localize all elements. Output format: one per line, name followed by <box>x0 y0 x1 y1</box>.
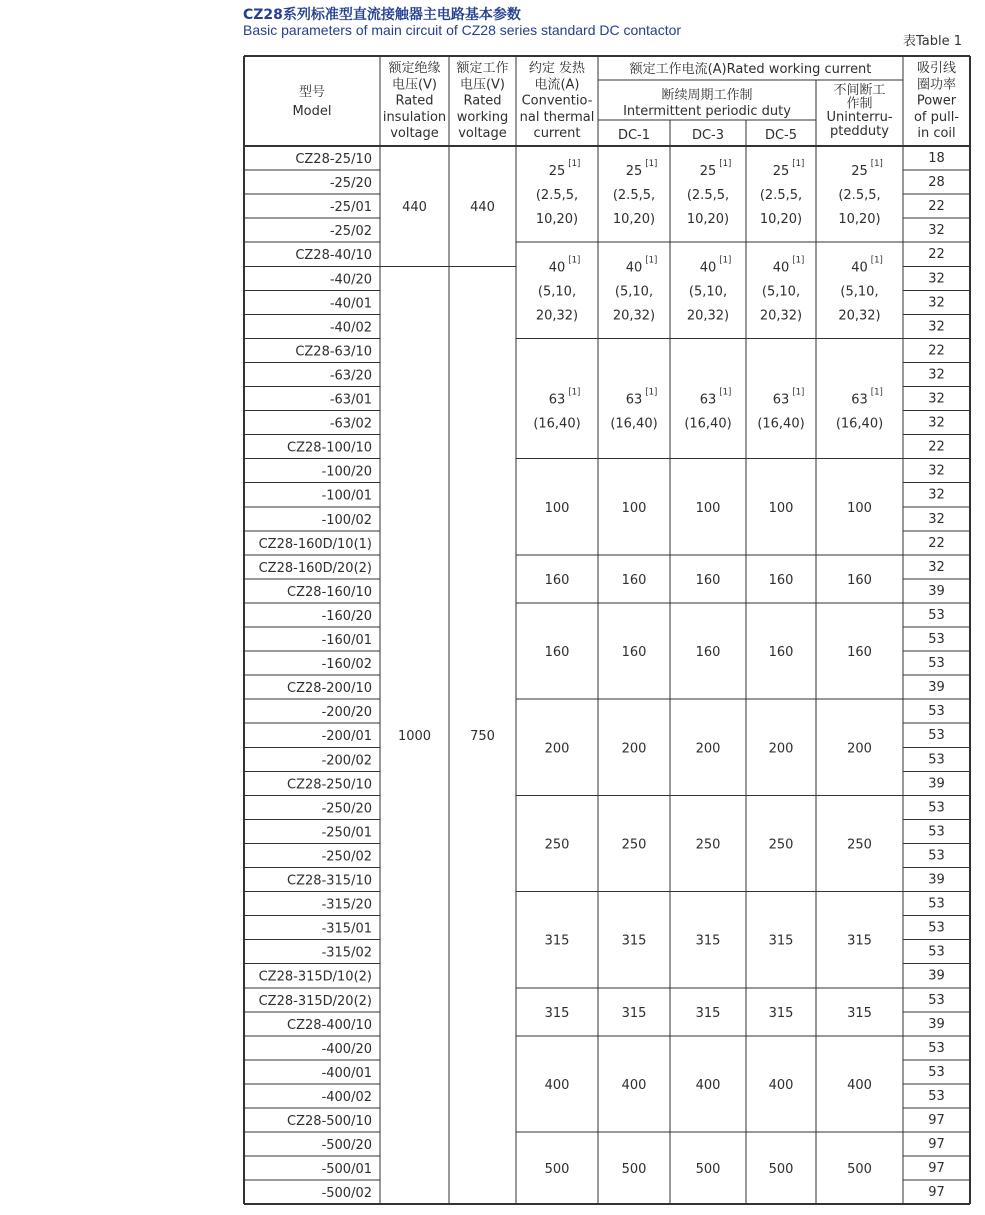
current-uninterrupted-value: 315 <box>847 1005 872 1021</box>
header-model-cn: 型号 <box>298 85 326 100</box>
current-dc1-value: 200 <box>621 741 647 757</box>
power-cell: 53 <box>928 704 945 720</box>
model-cell: -400/01 <box>321 1065 372 1081</box>
current-dc1-value: 400 <box>621 1077 647 1093</box>
power-cell: 32 <box>928 559 945 575</box>
header-uninterrupted-line-2: Uninterru- <box>826 110 893 126</box>
current-footnote-mark: [1] <box>645 255 658 266</box>
current-footnote-mark: [1] <box>719 387 732 398</box>
current-footnote-mark: [1] <box>870 387 883 398</box>
model-cell: -250/20 <box>321 801 372 817</box>
header-thermal-line-3: nal thermal <box>519 109 595 125</box>
power-cell: 32 <box>928 511 945 527</box>
current-thermal-value: 500 <box>544 1162 570 1178</box>
insulation-voltage-value: 1000 <box>397 729 432 745</box>
model-cell: CZ28-400/10 <box>287 1017 372 1033</box>
current-dc1-value: 10,20) <box>612 212 656 228</box>
current-dc5-value: 400 <box>768 1077 794 1093</box>
current-dc1-value: 20,32) <box>612 308 656 324</box>
current-dc3-value: 40 <box>699 260 717 276</box>
current-dc5-value: (16,40) <box>757 416 805 432</box>
current-uninterrupted-value: 400 <box>847 1077 872 1093</box>
power-cell: 32 <box>928 223 945 239</box>
power-cell: 32 <box>928 415 945 431</box>
header-dc5: DC-5 <box>764 128 798 143</box>
current-dc1-value: 160 <box>621 645 647 661</box>
model-cell: -100/02 <box>321 512 372 528</box>
current-footnote-mark: [1] <box>792 255 805 266</box>
power-cell: 32 <box>928 463 945 479</box>
header-intermittent-en: Intermittent periodic duty <box>623 104 791 119</box>
model-cell: -63/01 <box>329 392 372 408</box>
power-cell: 53 <box>928 752 945 768</box>
current-dc5-value: 100 <box>768 500 794 516</box>
model-cell: CZ28-200/10 <box>287 681 372 697</box>
working-voltage-value: 750 <box>470 729 495 745</box>
model-cell: CZ28-160/10 <box>287 584 372 600</box>
current-footnote-mark: [1] <box>645 159 658 170</box>
header-working-line-0: 额定工作 <box>456 61 509 76</box>
model-cell: -63/20 <box>329 368 372 384</box>
model-cell: -100/20 <box>321 464 372 480</box>
current-dc3-value: 20,32) <box>686 308 730 324</box>
model-cell: CZ28-40/10 <box>295 248 372 264</box>
current-dc5-value: 40 <box>772 260 790 276</box>
current-dc3-value: 200 <box>695 741 721 757</box>
current-uninterrupted-value: 20,32) <box>838 308 881 324</box>
header-thermal-line-4: current <box>533 126 581 142</box>
current-dc3-value: 315 <box>695 933 721 949</box>
current-dc1-value: 40 <box>625 260 643 276</box>
current-dc5-value: 25 <box>772 164 790 180</box>
current-thermal-value: (16,40) <box>533 416 581 432</box>
current-dc1-value: (2.5,5, <box>612 188 656 204</box>
current-dc5-value: 10,20) <box>759 212 803 228</box>
power-cell: 32 <box>928 487 945 503</box>
page-title-en: Basic parameters of main circuit of CZ28 series standard DC contactor <box>243 22 682 38</box>
model-cell: CZ28-160D/20(2) <box>258 560 372 576</box>
power-cell: 53 <box>928 896 945 912</box>
current-dc1-value: 160 <box>621 572 647 588</box>
power-cell: 53 <box>928 992 945 1008</box>
model-cell: -400/20 <box>321 1041 372 1057</box>
header-working-line-3: working <box>456 109 509 125</box>
power-cell: 28 <box>928 175 945 191</box>
model-cell: -40/02 <box>329 320 372 336</box>
header-uninterrupted-line-3: ptedduty <box>830 123 889 139</box>
model-cell: -315/01 <box>321 921 372 937</box>
power-cell: 53 <box>928 728 945 744</box>
power-cell: 22 <box>928 199 945 215</box>
header-insulation-line-2: Rated <box>395 93 434 109</box>
header-power-line-4: in coil <box>917 126 956 142</box>
model-cell: CZ28-315D/10(2) <box>258 969 372 985</box>
current-thermal-value: 160 <box>544 572 570 588</box>
power-cell: 53 <box>928 944 945 960</box>
model-cell: CZ28-25/10 <box>295 152 372 167</box>
current-uninterrupted-value: (16,40) <box>835 416 884 432</box>
header-intermittent-cn: 断续周期工作制 <box>661 88 753 103</box>
current-thermal-value: 63 <box>548 392 566 408</box>
header-dc3: DC-3 <box>691 128 725 143</box>
header-power-line-0: 吸引线 <box>916 61 957 76</box>
current-uninterrupted-value: 200 <box>847 741 872 757</box>
current-dc5-value: 200 <box>768 741 794 757</box>
current-footnote-mark: [1] <box>792 159 805 170</box>
current-dc5-value: (2.5,5, <box>759 188 803 204</box>
current-uninterrupted-value: (5,10, <box>840 284 879 300</box>
current-dc1-value: 315 <box>621 1005 647 1021</box>
insulation-voltage-value: 440 <box>402 200 427 216</box>
current-dc3-value: 400 <box>695 1077 721 1093</box>
model-cell: -25/20 <box>329 176 372 192</box>
current-dc3-value: 315 <box>695 1005 721 1021</box>
power-cell: 32 <box>928 319 945 335</box>
power-cell: 32 <box>928 367 945 383</box>
current-thermal-value: 315 <box>544 933 570 949</box>
model-cell: -25/01 <box>329 200 372 216</box>
current-footnote-mark: [1] <box>870 159 883 170</box>
current-uninterrupted-value: 63 <box>851 392 868 408</box>
current-dc3-value: 10,20) <box>686 212 730 228</box>
header-model-en: Model <box>292 104 332 119</box>
header-insulation-line-4: voltage <box>390 126 439 142</box>
current-footnote-mark: [1] <box>719 159 732 170</box>
current-dc5-value: 160 <box>768 645 794 661</box>
power-cell: 97 <box>928 1113 945 1128</box>
current-uninterrupted-value: 250 <box>847 837 872 853</box>
header-uninterrupted-line-1: 作制 <box>846 96 873 112</box>
current-thermal-value: (5,10, <box>537 284 577 300</box>
current-dc3-value: 500 <box>695 1162 721 1178</box>
current-dc5-value: 315 <box>768 933 794 949</box>
current-thermal-value: 250 <box>544 837 570 853</box>
current-thermal-value: 10,20) <box>535 212 579 228</box>
current-uninterrupted-value: 500 <box>847 1162 872 1178</box>
power-cell: 39 <box>928 968 945 984</box>
current-thermal-value: 20,32) <box>535 308 579 324</box>
current-thermal-value: 40 <box>548 260 566 276</box>
current-thermal-value: 100 <box>544 500 570 516</box>
current-uninterrupted-value: 160 <box>847 572 872 588</box>
model-cell: -500/20 <box>321 1138 372 1154</box>
model-cell: CZ28-500/10 <box>287 1114 372 1129</box>
model-cell: -250/02 <box>321 849 372 865</box>
current-uninterrupted-value: (2.5,5, <box>838 188 881 204</box>
current-uninterrupted-value: 40 <box>851 260 868 276</box>
model-cell: -500/01 <box>321 1162 372 1178</box>
model-cell: -25/02 <box>329 224 372 240</box>
current-dc3-value: 250 <box>695 837 721 853</box>
current-dc5-value: 250 <box>768 837 794 853</box>
model-cell: -500/02 <box>321 1186 372 1202</box>
power-cell: 53 <box>928 1040 945 1056</box>
power-cell: 32 <box>928 271 945 287</box>
current-dc1-value: 315 <box>621 933 647 949</box>
current-thermal-value: 25 <box>548 164 566 180</box>
current-dc5-value: (5,10, <box>761 284 801 300</box>
current-dc1-value: 250 <box>621 837 647 853</box>
current-dc3-value: 100 <box>695 500 721 516</box>
current-dc3-value: 160 <box>695 645 721 661</box>
model-cell: CZ28-315/10 <box>287 873 372 889</box>
model-cell: -40/20 <box>329 272 372 288</box>
power-cell: 39 <box>928 1016 945 1032</box>
model-cell: -400/02 <box>321 1089 372 1105</box>
current-footnote-mark: [1] <box>568 159 581 170</box>
power-cell: 39 <box>928 583 945 599</box>
model-cell: CZ28-315D/20(2) <box>258 993 372 1009</box>
model-cell: -315/02 <box>321 945 372 961</box>
model-cell: CZ28-63/10 <box>295 344 372 360</box>
power-cell: 18 <box>928 151 945 166</box>
current-dc1-value: 100 <box>621 500 647 516</box>
power-cell: 97 <box>928 1161 945 1177</box>
power-cell: 53 <box>928 1088 945 1104</box>
power-cell: 53 <box>928 920 945 936</box>
power-cell: 39 <box>928 680 945 696</box>
power-cell: 53 <box>928 800 945 816</box>
power-cell: 32 <box>928 295 945 311</box>
header-power-line-1: 圈功率 <box>916 77 957 93</box>
header-working-line-2: Rated <box>463 93 502 109</box>
current-footnote-mark: [1] <box>568 255 581 266</box>
header-dc1: DC-1 <box>617 128 651 143</box>
power-cell: 53 <box>928 824 945 840</box>
current-footnote-mark: [1] <box>719 255 732 266</box>
page-title-cn: CZ28系列标准型直流接触器主电路基本参数 <box>243 7 521 23</box>
model-cell: CZ28-250/10 <box>287 777 372 793</box>
current-uninterrupted-value: 160 <box>847 645 872 661</box>
header-thermal-line-2: Conventio- <box>521 93 593 109</box>
model-cell: -160/02 <box>321 657 372 673</box>
current-dc5-value: 315 <box>768 1005 794 1021</box>
current-dc3-value: 25 <box>699 164 717 180</box>
model-cell: CZ28-160D/10(1) <box>258 536 372 552</box>
power-cell: 22 <box>928 439 945 455</box>
current-dc3-value: (16,40) <box>684 416 732 432</box>
working-voltage-value: 440 <box>470 200 495 216</box>
header-uninterrupted-line-0: 不间断工 <box>833 83 886 98</box>
current-dc5-value: 160 <box>768 572 794 588</box>
power-cell: 53 <box>928 632 945 647</box>
header-power-line-3: of pull- <box>913 109 960 125</box>
current-dc5-value: 63 <box>772 392 790 408</box>
model-cell: -200/01 <box>321 729 372 745</box>
current-uninterrupted-value: 315 <box>847 933 872 949</box>
model-cell: -160/01 <box>321 633 372 648</box>
current-dc1-value: 63 <box>625 392 643 408</box>
current-dc3-value: (5,10, <box>688 284 728 300</box>
current-footnote-mark: [1] <box>645 387 658 398</box>
power-cell: 53 <box>928 607 945 623</box>
model-cell: -40/01 <box>329 296 372 312</box>
current-dc1-value: 500 <box>621 1162 647 1178</box>
current-uninterrupted-value: 10,20) <box>838 212 881 228</box>
current-thermal-value: 200 <box>544 741 570 757</box>
header-rated-current: 额定工作电流(A)Rated working current <box>629 62 872 77</box>
current-dc1-value: (5,10, <box>614 284 654 300</box>
header-working-line-1: 电压(V) <box>459 77 506 93</box>
current-dc1-value: 25 <box>625 164 643 180</box>
current-footnote-mark: [1] <box>870 255 883 266</box>
model-cell: -100/01 <box>321 488 372 504</box>
current-dc3-value: (2.5,5, <box>686 188 730 204</box>
header-thermal-line-1: 电流(A) <box>534 77 580 93</box>
current-dc5-value: 20,32) <box>759 308 803 324</box>
current-dc3-value: 160 <box>695 572 721 588</box>
power-cell: 97 <box>928 1137 945 1153</box>
model-cell: -315/20 <box>321 897 372 913</box>
header-insulation-line-3: insulation <box>382 109 447 125</box>
header-insulation-line-0: 额定绝缘 <box>388 61 441 76</box>
model-cell: -200/20 <box>321 705 372 721</box>
power-cell: 53 <box>928 1064 945 1080</box>
model-cell: CZ28-100/10 <box>287 440 372 456</box>
current-dc3-value: 63 <box>699 392 717 408</box>
power-cell: 53 <box>928 848 945 864</box>
current-uninterrupted-value: 100 <box>847 500 872 516</box>
table-label: 表Table 1 <box>903 34 963 49</box>
current-dc5-value: 500 <box>768 1162 794 1178</box>
model-cell: -63/02 <box>329 416 372 432</box>
header-power-line-2: Power <box>916 93 957 109</box>
current-thermal-value: 160 <box>544 645 570 661</box>
current-thermal-value: 315 <box>544 1005 570 1021</box>
power-cell: 22 <box>928 535 945 551</box>
model-cell: -250/01 <box>321 825 372 841</box>
current-uninterrupted-value: 25 <box>851 164 868 180</box>
model-cell: -160/20 <box>321 608 372 624</box>
power-cell: 32 <box>928 391 945 407</box>
power-cell: 22 <box>928 247 945 263</box>
current-dc1-value: (16,40) <box>610 416 658 432</box>
current-footnote-mark: [1] <box>792 387 805 398</box>
model-cell: -200/02 <box>321 753 372 769</box>
power-cell: 39 <box>928 872 945 888</box>
header-insulation-line-1: 电压(V) <box>391 77 438 93</box>
power-cell: 53 <box>928 656 945 672</box>
power-cell: 22 <box>928 343 945 359</box>
current-footnote-mark: [1] <box>568 387 581 398</box>
power-cell: 39 <box>928 776 945 792</box>
power-cell: 97 <box>928 1185 945 1201</box>
current-thermal-value: (2.5,5, <box>535 188 579 204</box>
header-thermal-line-0: 约定 发热 <box>528 61 586 76</box>
header-working-line-4: voltage <box>458 126 507 142</box>
current-thermal-value: 400 <box>544 1077 570 1093</box>
